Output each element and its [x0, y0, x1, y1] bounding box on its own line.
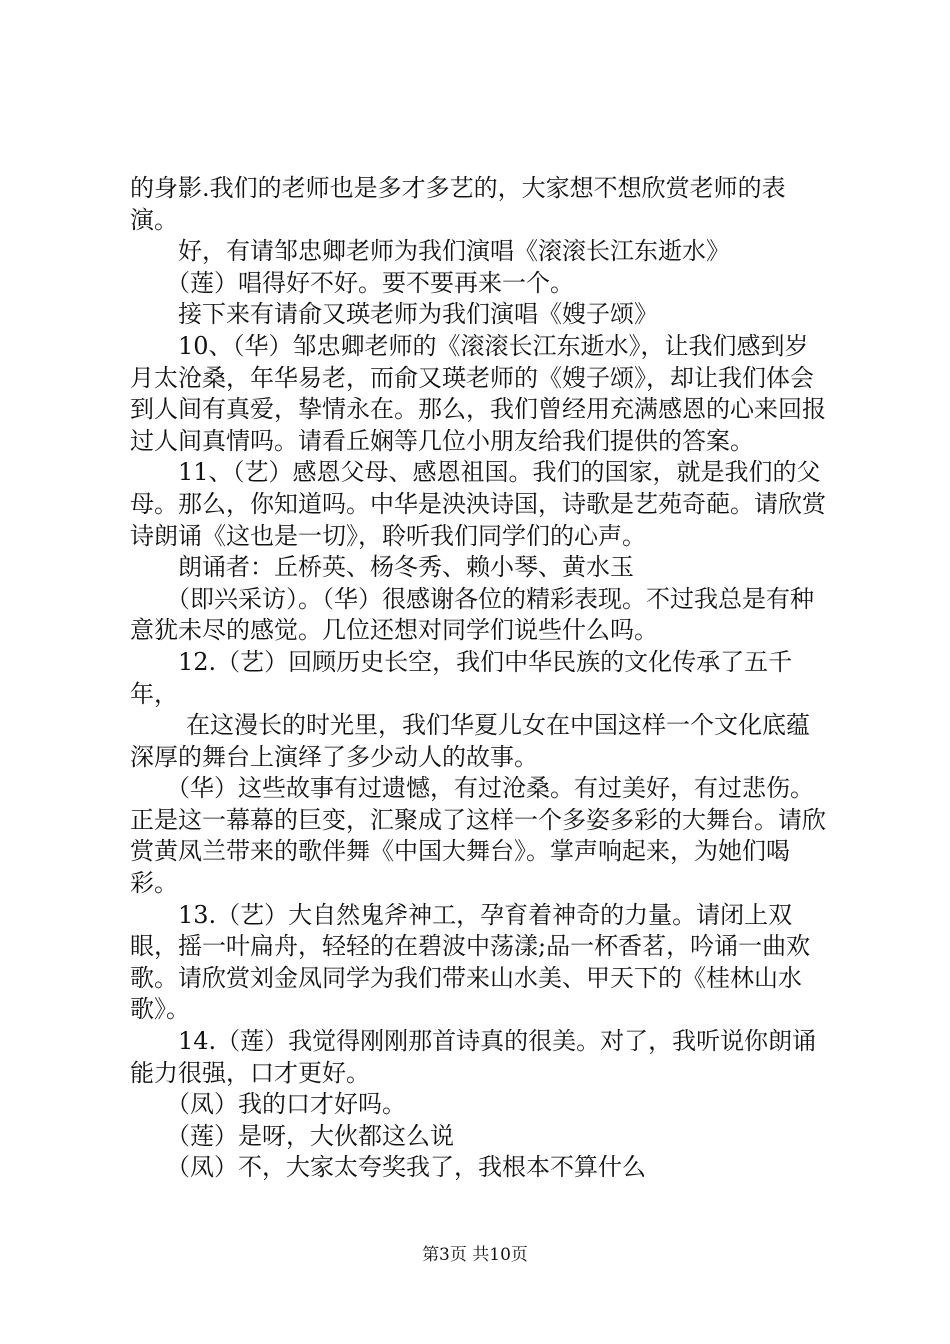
paragraph-1: 的身影.我们的老师也是多才多艺的，大家想不想欣赏老师的表演。 [130, 174, 786, 234]
paragraph-13: 14.（莲）我觉得刚刚那首诗真的很美。对了，我听说你朗诵能力很强，口才更好。 [130, 1027, 817, 1087]
body-text [130, 173, 830, 1184]
paragraph-12: 13.（艺）大自然鬼斧神工，孕育着神奇的力量。请闭上双眼，摇一叶扁舟，轻轻的在碧波中荡漾;品一杯香茗，吟诵一曲欢歌。请欣赏刘金凤同学为我们带来山水美、甲天下的《桂林山水歌》。 [130, 900, 811, 1024]
paragraph-4: 接下来有请俞又瑛老师为我们演唱《嫂子颂》 [178, 300, 658, 329]
paragraph-15: （莲）是呀，大伙都这么说 [166, 1121, 454, 1150]
paragraph-14: （凤）我的口才好吗。 [166, 1090, 406, 1119]
page-footer: 第3页 共10页 [422, 1245, 528, 1265]
paragraph-3: （莲）唱得好不好。要不要再来一个。 [166, 268, 574, 297]
paragraph-10: 在这漫长的时光里，我们华夏儿女在中国这样一个文化底蕴深厚的舞台上演绎了多少动人的故事。 [130, 711, 810, 771]
paragraph-2: 好，有请邹忠卿老师为我们演唱《滚滚长江东逝水》 [178, 237, 730, 266]
paragraph-8: （即兴采访）。（华）很感谢各位的精彩表现。不过我总是有种意犹未尽的感觉。几位还想对同学们说些什么吗。 [130, 584, 814, 645]
paragraph-6: 11、（艺）感恩父母、感恩祖国。我们的国家，就是我们的父母。那么，你知道吗。中华是泱泱诗国，诗歌是艺苑奇葩。请欣赏诗朗诵《这也是一切》，聆听我们同学们的心声。 [130, 458, 826, 550]
paragraph-7: 朗诵者：丘桥英、杨冬秀、赖小琴、黄水玉 [178, 553, 634, 582]
paragraph-5: 10、（华）邹忠卿老师的《滚滚长江东逝水》，让我们感到岁月太沧桑，年华易老，而俞又瑛老师的《嫂子颂》，却让我们体会到人间有真爱，挚情永在。那么，我们曾经用充满感恩的心来回报过人间真情吗。请看丘娴等几位小朋友给我们提供的答案。 [130, 331, 826, 455]
paragraph-11: （华）这些故事有过遗憾，有过沧桑。有过美好，有过悲伤。正是这一幕幕的巨变，汇聚成了这样一个多姿多彩的大舞台。请欣赏黄凤兰带来的歌伴舞《中国大舞台》。掌声响起来，为她们喝彩。 [130, 774, 826, 898]
paragraph-16: （凤）不，大家太夸奖我了，我根本不算什么 [166, 1153, 646, 1182]
paragraph-9: 12.（艺）回顾历史长空，我们中华民族的文化传承了五千年， [130, 647, 793, 708]
